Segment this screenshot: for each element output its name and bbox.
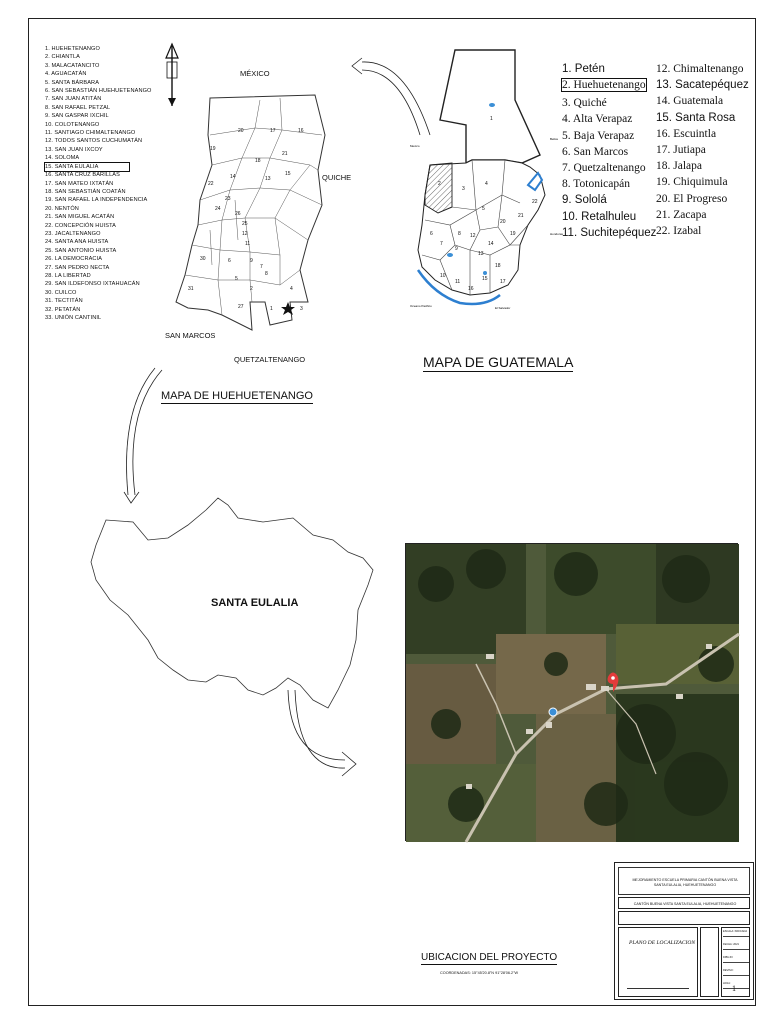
municipality-item: 2. CHIANTLA xyxy=(45,54,80,61)
department-number: 22 xyxy=(532,199,538,205)
department-number: 12 xyxy=(470,233,476,239)
department-number: 11 xyxy=(455,279,461,285)
huehuetenango-map-title: MAPA DE HUEHUETENANGO xyxy=(161,390,313,402)
map-region-label: Oceano Pacifico xyxy=(410,304,432,308)
region-number: 9 xyxy=(250,258,253,264)
municipality-item: 23. JACALTENANGO xyxy=(45,230,101,237)
region-number: 16 xyxy=(298,128,304,134)
municipality-item: 17. SAN MATEO IXTATÁN xyxy=(45,180,114,187)
department-number: 9 xyxy=(455,246,458,252)
department-item: 9. Sololá xyxy=(562,194,607,207)
department-item: 16. Escuintla xyxy=(656,127,717,140)
municipality-item: 7. SAN JUAN ATITÁN xyxy=(45,96,102,103)
region-number: 17 xyxy=(270,128,276,134)
region-number: 23 xyxy=(225,196,231,202)
huehuetenango-highlight xyxy=(425,163,452,213)
municipality-item: 26. LA DEMOCRACIA xyxy=(45,256,103,263)
region-number: 30 xyxy=(200,256,206,262)
municipality-item: 13. SAN JUAN IXCOY xyxy=(45,146,103,153)
department-number: 8 xyxy=(458,231,461,237)
project-name: MEJORAMIENTO ESCUELA PRIMARIA CANTÓN BUENA VISTA SANTA EULALIA, HUEHUETENANGO xyxy=(632,878,738,887)
label-san-marcos: SAN MARCOS xyxy=(165,331,216,340)
title-block-field: DIBUJO: xyxy=(723,956,749,963)
title-block-stamp xyxy=(700,927,719,997)
department-item: 17. Jutiapa xyxy=(656,144,706,157)
region-number: 13 xyxy=(265,176,271,182)
municipality-item: 28. LA LIBERTAD xyxy=(45,272,91,279)
project-location-title: UBICACION DEL PROYECTO xyxy=(421,952,558,963)
department-number: 15 xyxy=(482,276,488,282)
municipality-item: 5. SANTA BÁRBARA xyxy=(45,79,100,86)
department-item: 10. Retalhuleu xyxy=(562,210,637,223)
huehuetenango-map xyxy=(150,40,360,370)
municipality-item: 25. SAN ANTONIO HUISTA xyxy=(45,247,117,254)
guatemala-map-title: MAPA DE GUATEMALA xyxy=(423,354,574,370)
region-number: 11 xyxy=(245,241,251,247)
guatemala-map xyxy=(410,45,564,320)
department-number: 19 xyxy=(510,231,516,237)
project-location: CANTÓN BUENA VISTA SANTA EULALIA, HUEHUETENANGO xyxy=(633,902,737,906)
title-block-location xyxy=(618,897,750,909)
municipality-item: 10. COLOTENANGO xyxy=(45,121,100,128)
departments-column-1 xyxy=(562,61,656,241)
title-block-field: FECHA: 2021 xyxy=(723,943,749,950)
municipality-item: 11. SANTIAGO CHIMALTENANGO xyxy=(45,130,136,137)
region-number: 21 xyxy=(282,151,288,157)
department-number: 10 xyxy=(440,273,446,279)
municipality-item: 27. SAN PEDRO NECTA xyxy=(45,264,110,271)
map-region-label: Belice xyxy=(550,137,559,141)
title-block-sheet-title xyxy=(618,927,698,997)
department-number: 7 xyxy=(440,241,443,247)
department-item: 3. Quiché xyxy=(562,97,607,110)
label-quetzaltenango: QUETZALTENANGO xyxy=(234,355,306,364)
municipality-item: 14. SOLOMA xyxy=(45,155,80,162)
municipality-item: 15. SANTA EULALIA xyxy=(45,163,129,171)
region-number: 25 xyxy=(242,221,248,227)
department-number: 14 xyxy=(488,241,494,247)
santa-eulalia-label: SANTA EULALIA xyxy=(211,597,299,609)
municipality-item: 8. SAN RAFAEL PETZAL xyxy=(45,104,111,111)
lake-icon xyxy=(489,103,495,107)
department-item: 2. Huehuetenango xyxy=(562,79,646,92)
municipality-item: 4. AGUACATÁN xyxy=(45,71,87,78)
municipality-list xyxy=(45,45,160,322)
department-number: 18 xyxy=(495,263,501,269)
municipality-item: 22. CONCEPCIÓN HUISTA xyxy=(45,222,116,229)
region-number: 3 xyxy=(300,306,303,312)
north-arrow-icon xyxy=(166,44,178,106)
region-number: 26 xyxy=(235,211,241,217)
region-number: 12 xyxy=(242,231,248,237)
region-number: 7 xyxy=(260,264,263,270)
municipality-item: 31. TECTITÁN xyxy=(45,298,83,305)
municipality-item: 16. SANTA CRUZ BARILLAS xyxy=(45,172,120,179)
municipality-item: 3. MALACATANCITO xyxy=(45,62,100,69)
department-number: 20 xyxy=(500,219,506,225)
title-block-field: REVISO: xyxy=(723,969,749,976)
department-item: 5. Baja Verapaz xyxy=(562,129,635,142)
label-quiche: QUICHE xyxy=(322,173,352,182)
department-item: 14. Guatemala xyxy=(656,95,724,108)
region-number: 18 xyxy=(255,158,261,164)
municipality-item: 9. SAN GASPAR IXCHIL xyxy=(45,113,109,120)
region-number: 1 xyxy=(270,306,273,312)
department-item: 22. Izabal xyxy=(656,225,702,238)
municipality-item: 33. UNIÓN CANTINIL xyxy=(45,315,102,321)
aerial-satellite-image xyxy=(405,543,738,841)
department-number: 16 xyxy=(468,286,474,292)
region-number: 15 xyxy=(285,171,291,177)
region-number: 31 xyxy=(188,286,194,292)
region-number: 19 xyxy=(210,146,216,152)
map-region-label: Honduras xyxy=(550,232,564,236)
municipality-item: 12. TODOS SANTOS CUCHUMATÁN xyxy=(45,138,143,145)
departments-column-2 xyxy=(656,61,749,239)
project-coordinates: COORDENADAS: 15°45'20.8"N 91°28'06.2"W xyxy=(440,971,519,975)
department-number: 17 xyxy=(500,279,506,285)
title-block xyxy=(614,862,754,1000)
municipality-item: 19. SAN RAFAEL LA INDEPENDENCIA xyxy=(45,197,148,204)
region-number: 14 xyxy=(230,174,236,180)
municipality-item: 29. SAN ILDEFONSO IXTAHUACÁN xyxy=(45,281,140,288)
department-item: 11. Suchitepéquez xyxy=(562,226,657,239)
region-number: 5 xyxy=(235,276,238,282)
municipality-item: 20. NENTÓN xyxy=(45,205,79,212)
department-item: 8. Totonicapán xyxy=(562,178,630,191)
department-number: 3 xyxy=(462,186,465,192)
title-block-spacer xyxy=(618,911,750,925)
title-block-field: ESCALA: INDICADA xyxy=(723,930,749,937)
department-number: 5 xyxy=(482,206,485,212)
region-number: 2 xyxy=(250,286,253,292)
municipality-item: 21. SAN MIGUEL ACATÁN xyxy=(45,214,115,221)
title-block-field: HOJA: xyxy=(723,982,749,989)
municipality-item: 6. SAN SEBASTIÁN HUEHUETENANGO xyxy=(45,88,152,95)
department-number: 6 xyxy=(430,231,433,237)
municipality-item: 30. CUILCO xyxy=(45,289,77,296)
map-region-label: Mexico xyxy=(410,144,420,148)
region-number: 6 xyxy=(228,258,231,264)
department-item: 7. Quetzaltenango xyxy=(562,162,646,175)
department-number: 1 xyxy=(490,116,493,122)
region-number: 24 xyxy=(215,206,221,212)
municipality-item: 1. HUEHETENANGO xyxy=(45,46,100,52)
department-item: 4. Alta Verapaz xyxy=(562,113,633,126)
sheet-number: 1 xyxy=(732,984,736,993)
title-block-fields xyxy=(721,927,750,997)
department-item: 18. Jalapa xyxy=(656,160,702,173)
department-item: 21. Zacapa xyxy=(656,208,707,221)
department-item: 1. Petén xyxy=(562,63,605,75)
municipality-item: 24. SANTA ANA HUISTA xyxy=(45,239,109,246)
department-item: 19. Chiquimula xyxy=(656,176,728,189)
municipality-item: 32. PETATÁN xyxy=(45,306,81,313)
department-item: 6. San Marcos xyxy=(562,145,629,158)
label-mexico: MÉXICO xyxy=(240,69,270,78)
map-region-label: El Salvador xyxy=(495,306,511,310)
department-item: 13. Sacatepéquez xyxy=(656,79,749,92)
department-number: 13 xyxy=(478,251,484,257)
region-number: 20 xyxy=(238,128,244,134)
region-number: 4 xyxy=(290,286,293,292)
department-item: 20. El Progreso xyxy=(656,192,728,205)
signature-line xyxy=(627,988,689,989)
municipality-item: 18. SAN SEBASTIÁN COATÁN xyxy=(45,188,126,195)
region-number: 22 xyxy=(208,181,214,187)
region-number: 27 xyxy=(238,304,244,310)
department-number: 21 xyxy=(518,213,524,219)
department-item: 12. Chimaltenango xyxy=(656,63,744,75)
region-number: 8 xyxy=(265,271,268,277)
sheet-title: PLANO DE LOCALIZACION xyxy=(629,940,696,946)
department-number: 2 xyxy=(438,181,441,187)
department-item: 15. Santa Rosa xyxy=(656,111,736,124)
department-number: 4 xyxy=(485,181,488,187)
title-block-project xyxy=(618,867,750,895)
